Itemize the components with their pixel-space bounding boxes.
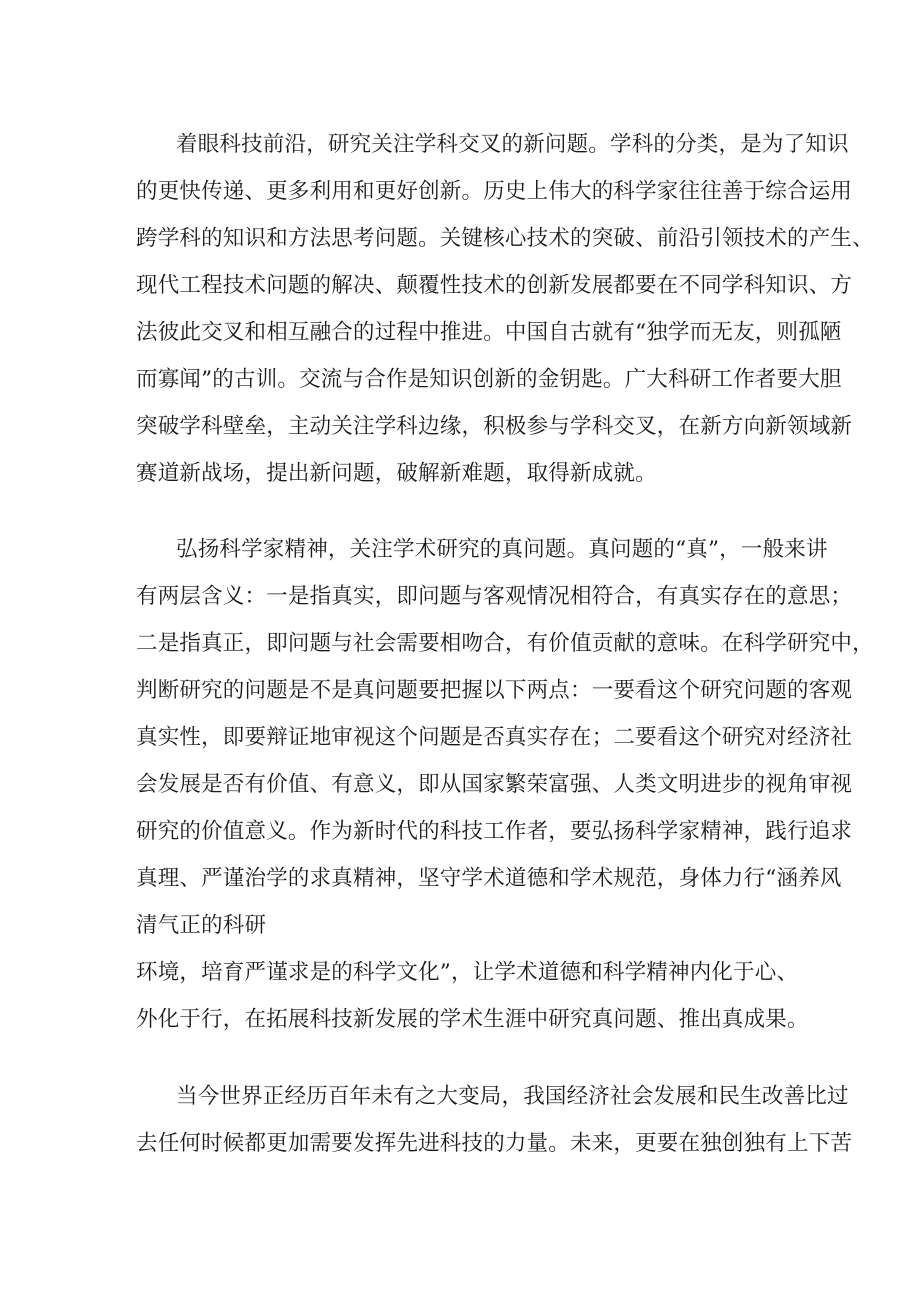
paragraph-2-line-10: 环境，培育严谨求是的科学文化”，让学术道德和科学精神内化于心、: [136, 960, 799, 985]
paragraph-1-line-7: 突破学科壁垒，主动关注学科边缘，积极参与学科交叉，在新方向新领域新: [136, 414, 853, 439]
paragraph-1-line-4: 现代工程技术问题的解决、颠覆性技术的创新发展都要在不同学科知识、方: [136, 273, 853, 298]
paragraph-2-line-5: 真实性，即要辩证地审视这个问题是否真实存在；二要看这个研究对经济社: [136, 725, 853, 750]
paragraph-2-line-1: 弘扬科学家精神，关注学术研究的真问题。真问题的“真”，一般来讲: [176, 537, 828, 562]
paragraph-1-line-5: 法彼此交叉和相互融合的过程中推进。中国自古就有“独学而无友，则孤陋: [136, 320, 842, 345]
paragraph-2-line-6: 会发展是否有价值、有意义，即从国家繁荣富强、人类文明进步的视角审视: [136, 772, 853, 797]
paragraph-3-line-2: 去任何时候都更加需要发挥先进科技的力量。未来，更要在独创独有上下苦: [136, 1131, 853, 1156]
paragraph-2-line-2: 有两层含义：一是指真实，即问题与客观情况相符合，有真实存在的意思；: [136, 584, 853, 609]
paragraph-2-line-11: 外化于行，在拓展科技新发展的学术生涯中研究真问题、推出真成果。: [136, 1007, 809, 1032]
paragraph-1-line-6: 而寡闻”的古训。交流与合作是知识创新的金钥匙。广大科研工作者要大胆: [136, 367, 842, 392]
paragraph-2-line-7: 研究的价值意义。作为新时代的科技工作者，要弘扬科学家精神，践行追求: [136, 819, 853, 844]
paragraph-1-line-8: 赛道新战场，提出新问题，破解新难题，取得新成就。: [136, 461, 657, 486]
paragraph-3-line-1: 当今世界正经历百年未有之大变局，我国经济社会发展和民生改善比过: [176, 1084, 849, 1109]
paragraph-1-line-3: 跨学科的知识和方法思考问题。关键核心技术的突破、前沿引领技术的产生、: [136, 226, 874, 251]
paragraph-1-line-2: 的更快传递、更多利用和更好创新。历史上伟大的科学家往往善于综合运用: [136, 179, 853, 204]
paragraph-2-line-3: 二是指真正，即问题与社会需要相吻合，有价值贡献的意味。在科学研究中，: [136, 631, 874, 656]
paragraph-2-line-9: 清气正的科研: [136, 913, 267, 938]
paragraph-1-line-1: 着眼科技前沿，研究关注学科交叉的新问题。学科的分类，是为了知识: [176, 132, 849, 157]
paragraph-2-line-4: 判断研究的问题是不是真问题要把握以下两点：一要看这个研究问题的客观: [136, 678, 853, 703]
paragraph-2-line-8: 真理、严谨治学的求真精神，坚守学术道德和学术规范，身体力行“涵养风: [136, 866, 842, 891]
